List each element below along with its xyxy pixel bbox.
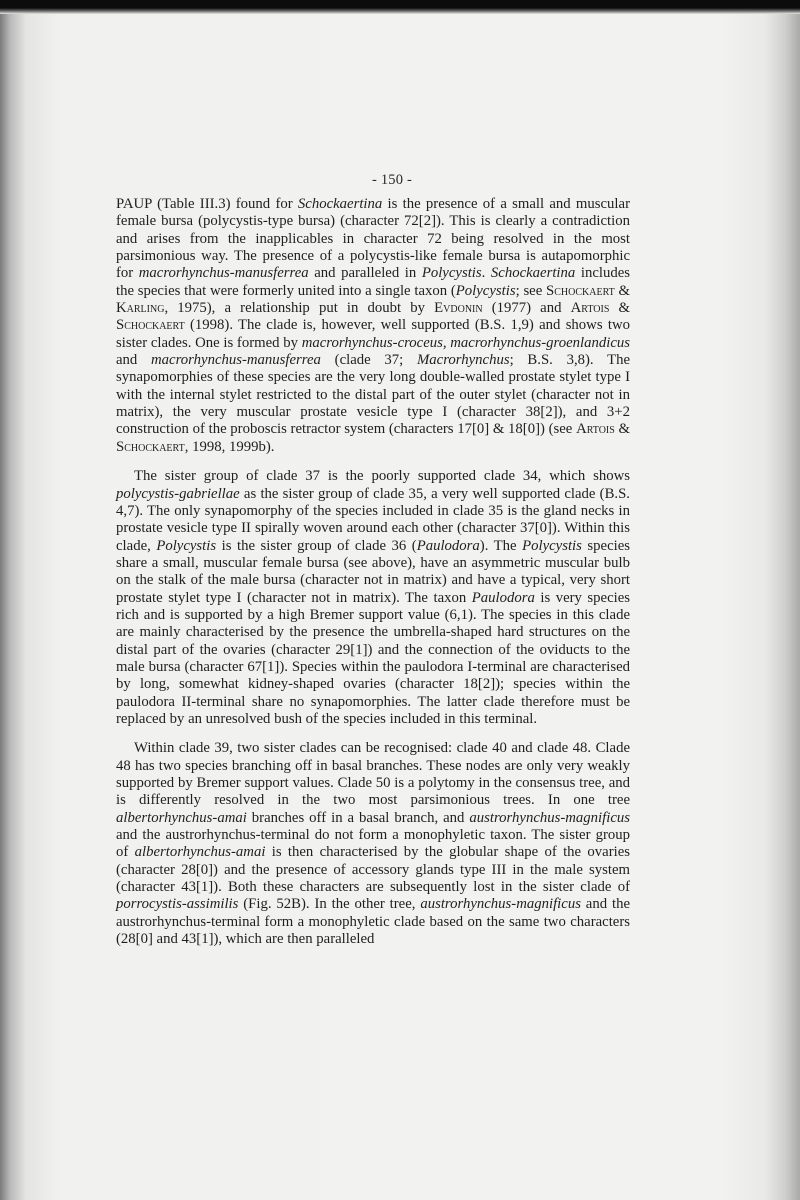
paragraph-3: Within clade 39, two sister clades can be recognised: clade 40 and clade 48. Clade 48 has two species branching off in basal branches. These nodes are only very weakly supported by Bremer support values. Clade 50 is a polytomy in the consensus tree, and is differently resolved in the two most parsimonious trees. In one tree albertorhynchus-amai branches off in a basal branch, and austrorhynchus-magnificus and the austrorhynchus-terminal do not form a monophyletic taxon. The sister group of albertorhynchus-amai is then characterised by the globular shape of the ovaries (character 28[0]) and the presence of accessory glands type III in the male system (character 43[1]). Both these characters are subsequently lost in the sister clade of porrocystis-assimilis (Fig. 52B). In the other tree, austrorhynchus-magnificus and the austrorhynchus-terminal form a monophyletic clade based on the same two characters (28[0] and 43[1]), which are then paralleled xyxy=(116,740,630,948)
paragraph-1: PAUP (Table III.3) found for Schockaertina is the presence of a small and muscular female bursa (polycystis-type bursa) (character 72[2]). This is clearly a contradiction and arises from the inapplicables in character 72 being resolved in the most parsimonious way. The presence of a polycystis-like female bursa is autapomorphic for macrorhynchus-manusferrea and paralleled in Polycystis. Schockaertina includes the species that were formerly united into a single taxon (Polycystis; see Schockaert & Karling, 1975), a relationship put in doubt by Evdonin (1977) and Artois & Schockaert (1998). The clade is, however, well supported (B.S. 1,9) and shows two sister clades. One is formed by macrorhynchus-croceus, macrorhynchus-groenlandicus and macrorhynchus-manusferrea (clade 37; Macrorhynchus; B.S. 3,8). The synapomorphies of these species are the very long double-walled prostate stylet type I with the internal stylet restricted to the distal part of the outer stylet (character not in matrix), the very muscular prostate vesicle type I (character 38[2]), and 3+2 construction of the proboscis retractor system (characters 17[0] & 18[0]) (see Artois & Schockaert, 1998, 1999b). xyxy=(116,196,631,455)
paragraph-2: The sister group of clade 37 is the poorly supported clade 34, which shows polycystis-gabriellae as the sister group of clade 35, a very well supported clade (B.S. 4,7). The only synapomorphy of the species included in clade 35 is the gland necks in prostate vesicle type II spirally woven around each other (character 37[0]). Within this clade, Polycystis is the sister group of clade 36 (Paulodora). The Polycystis species share a small, muscular female bursa (see above), have an asymmetric muscular bulb on the stalk of the male bursa (character not in matrix) and have a typical, very short prostate stylet type I (character not in matrix). The taxon Paulodora is very species rich and is supported by a high Bremer support value (6,1). The species in this clade are mainly characterised by the presence the umbrella-shaped hard structures on the distal part of the ovaries (character 29[1]) and the connection of the oviducts to the male bursa (character 67[1]). Species within the paulodora I-terminal are characterised by long, somewhat kidney-shaped ovaries (character 18[2]); species within the paulodora II-terminal share no synapomorphies. The latter clade therefore must be replaced by an unresolved bush of the species included in this terminal. xyxy=(116,468,631,727)
scan-top-edge xyxy=(0,0,800,14)
body-text xyxy=(116,196,630,948)
page-number: - 150 - xyxy=(372,172,413,188)
